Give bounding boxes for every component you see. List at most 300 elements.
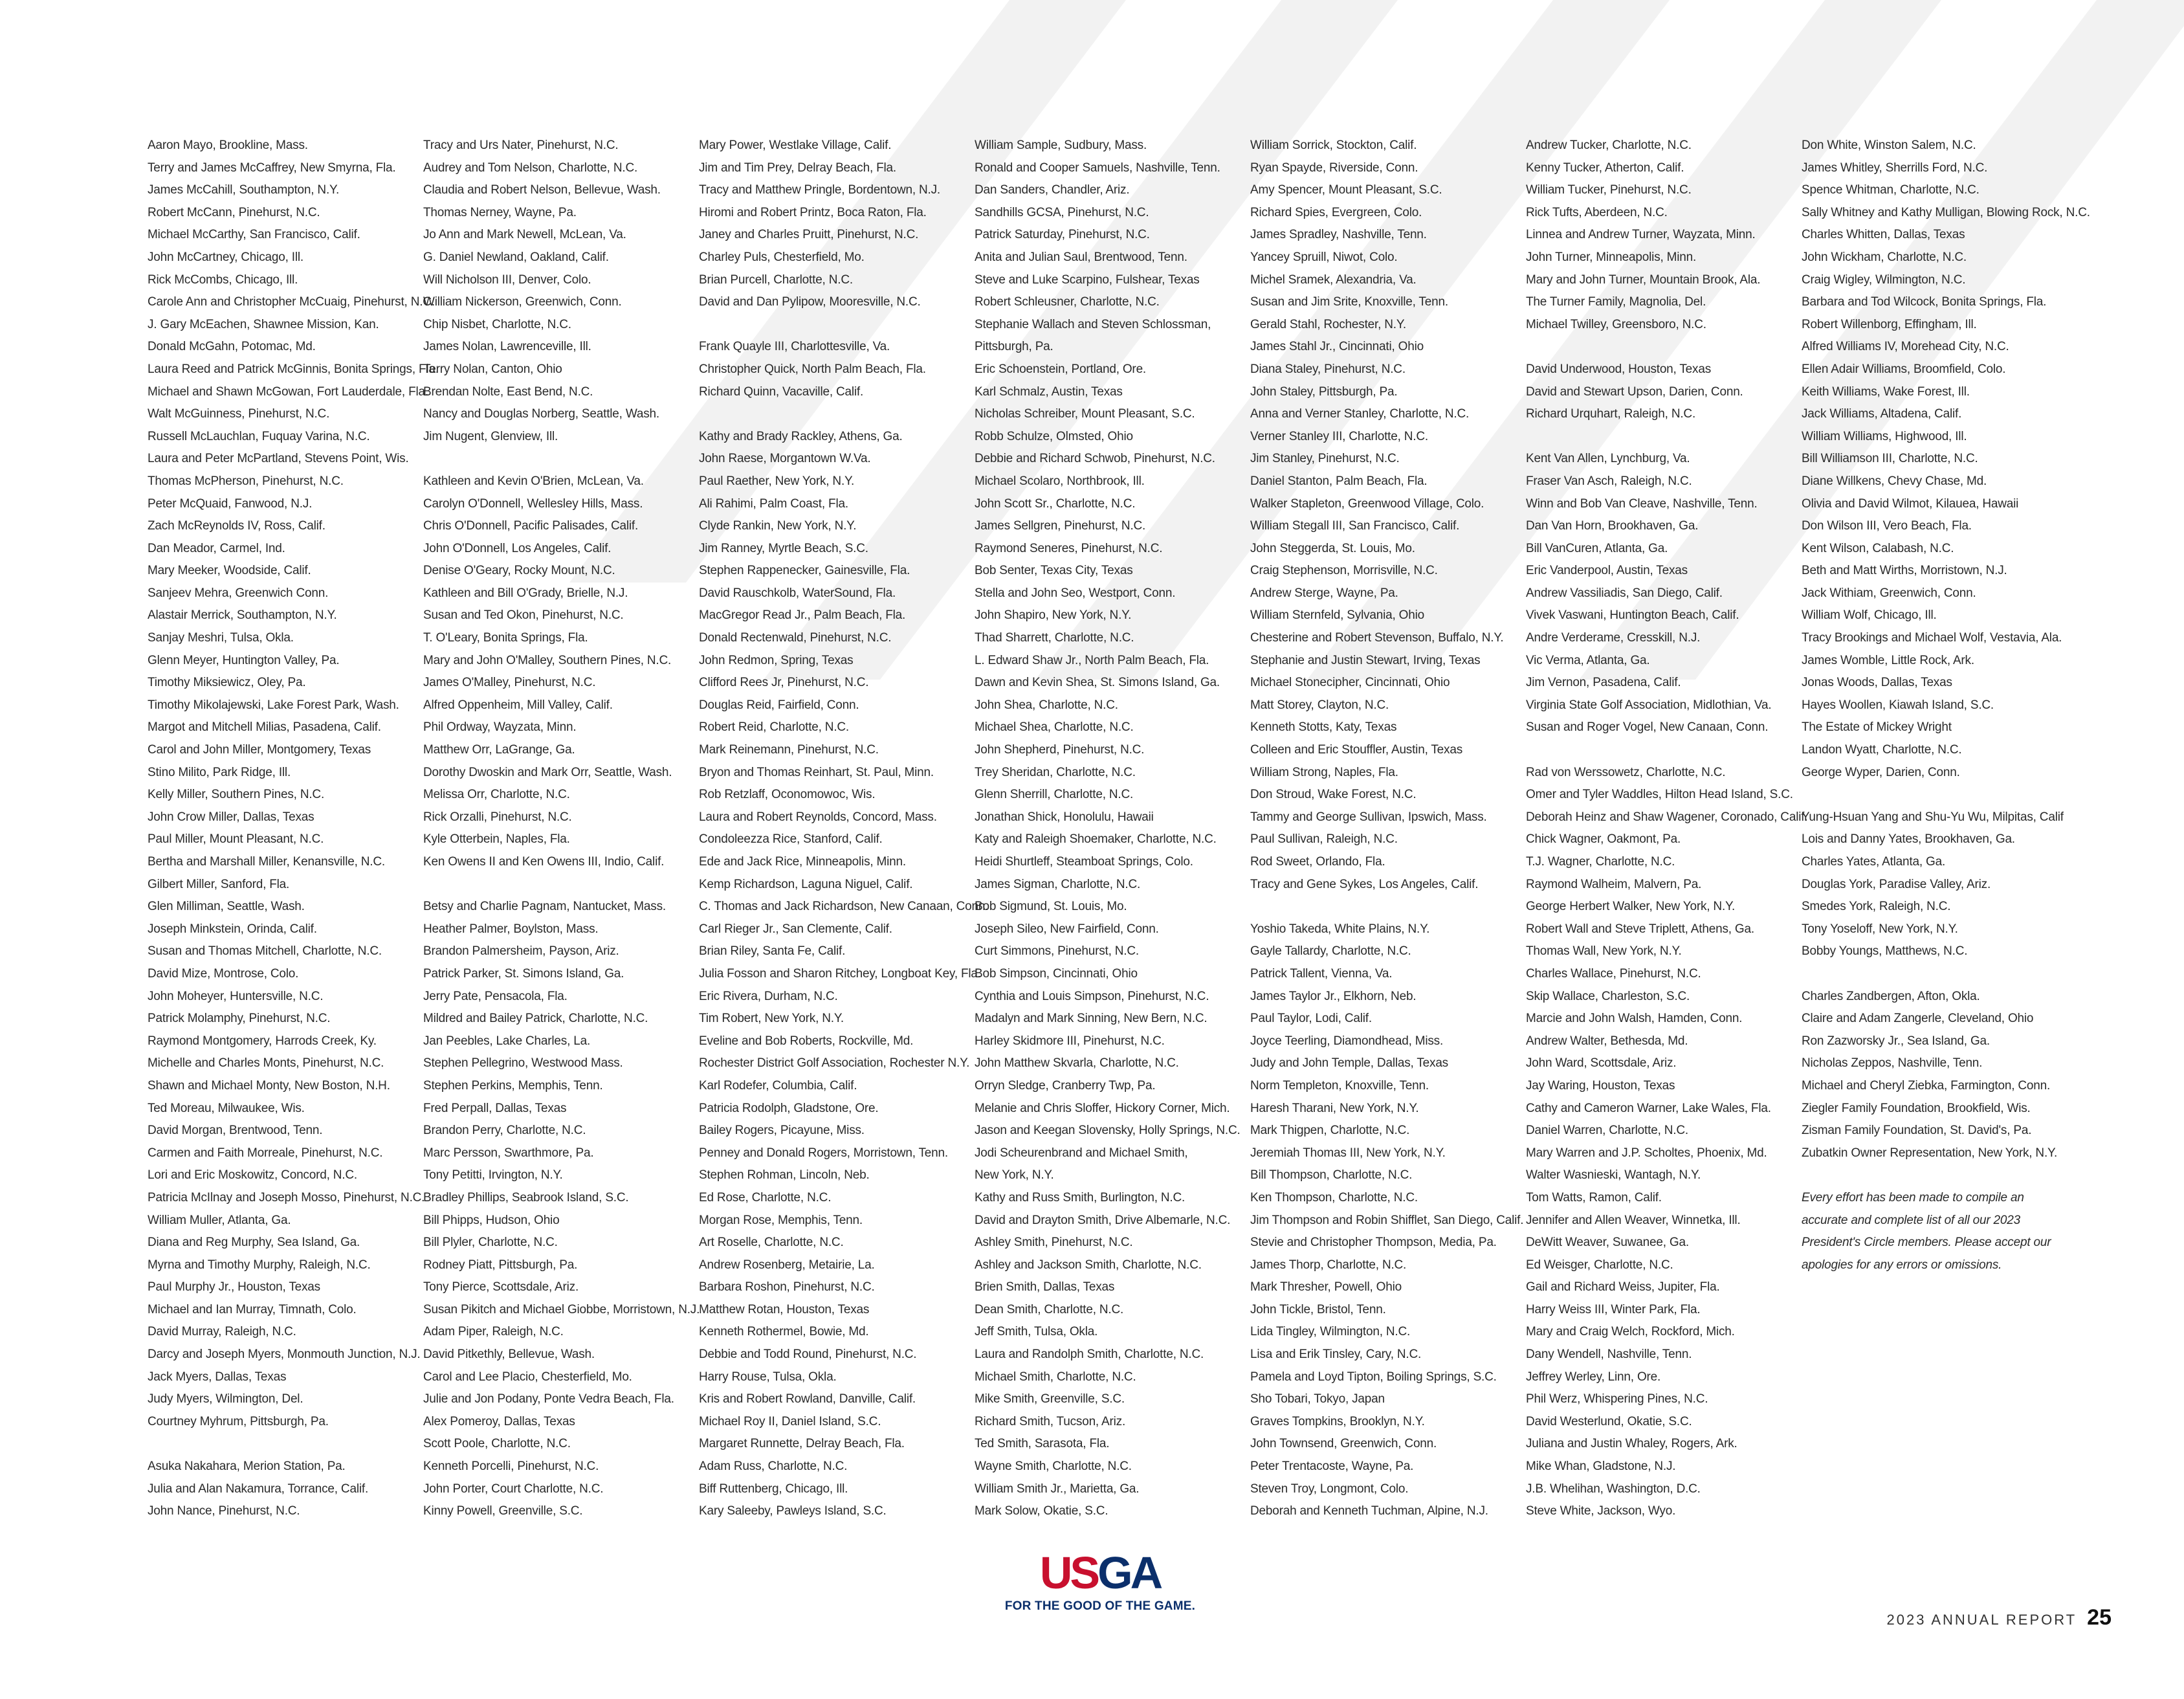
member-entry: Mike Whan, Gladstone, N.J.: [1526, 1460, 1676, 1474]
member-entry: Douglas Reid, Fairfield, Conn.: [699, 698, 859, 712]
member-entry: Michael Smith, Charlotte, N.C.: [975, 1370, 1136, 1384]
member-entry: James Sellgren, Pinehurst, N.C.: [975, 519, 1146, 533]
member-entry: David Morgan, Brentwood, Tenn.: [148, 1124, 323, 1138]
member-entry: Walter Wasnieski, Wantagh, N.Y.: [1526, 1168, 1701, 1183]
section-gap: [1802, 784, 2060, 806]
members-list: [148, 135, 2089, 1526]
member-entry: Beth and Matt Wirths, Morristown, N.J.: [1802, 564, 2007, 578]
member-entry: Ted Moreau, Milwaukee, Wis.: [148, 1101, 305, 1115]
member-entry: Tim Robert, New York, N.Y.: [699, 1012, 844, 1026]
member-entry: Stevie and Christopher Thompson, Media, Pa.: [1250, 1236, 1497, 1250]
member-entry: George Herbert Walker, New York, N.Y.: [1526, 900, 1736, 914]
member-entry: Andrew Sterge, Wayne, Pa.: [1250, 586, 1398, 600]
member-entry: Jack Myers, Dallas, Texas: [148, 1370, 287, 1384]
member-entry: Janey and Charles Pruitt, Pinehurst, N.C.: [699, 228, 919, 242]
member-entry: Timothy Mikolajewski, Lake Forest Park, Wash.: [148, 698, 399, 712]
member-entry: Patrick Tallent, Vienna, Va.: [1250, 966, 1393, 981]
member-entry: Harry Weiss III, Winter Park, Fla.: [1526, 1302, 1701, 1316]
member-entry: Dany Wendell, Nashville, Tenn.: [1526, 1348, 1692, 1362]
member-entry: Myrna and Timothy Murphy, Raleigh, N.C.: [148, 1258, 371, 1272]
member-entry: Zach McReynolds IV, Ross, Calif.: [148, 519, 325, 533]
member-entry: Mark Reinemann, Pinehurst, N.C.: [699, 743, 879, 757]
member-entry: James Spradley, Nashville, Tenn.: [1250, 228, 1427, 242]
member-entry: John Crow Miller, Dallas, Texas: [148, 810, 314, 824]
member-entry: David Pitkethly, Bellevue, Wash.: [423, 1348, 595, 1362]
member-entry: G. Daniel Newland, Oakland, Calif.: [423, 250, 609, 264]
column-7: [1802, 135, 2090, 1276]
member-entry: Craig Stephenson, Morrisville, N.C.: [1250, 564, 1438, 578]
member-entry: Kyle Otterbein, Naples, Fla.: [423, 832, 570, 847]
member-entry: James Womble, Little Rock, Ark.: [1802, 653, 1974, 667]
member-entry: Stephen Perkins, Memphis, Tenn.: [423, 1078, 603, 1093]
member-entry: Olivia and David Wilmot, Kilauea, Hawaii: [1802, 496, 2019, 511]
member-entry: Melissa Orr, Charlotte, N.C.: [423, 788, 570, 802]
member-entry: James O'Malley, Pinehurst, N.C.: [423, 676, 596, 690]
member-entry: Michael Stonecipher, Cincinnati, Ohio: [1250, 676, 1450, 690]
member-entry: James Thorp, Charlotte, N.C.: [1250, 1258, 1407, 1272]
member-entry: Eveline and Bob Roberts, Rockville, Md.: [699, 1034, 914, 1048]
member-entry: Brian Riley, Santa Fe, Calif.: [699, 944, 846, 959]
member-entry: John Porter, Court Charlotte, N.C.: [423, 1482, 604, 1496]
member-entry: Mary Warren and J.P. Scholtes, Phoenix, Md.: [1526, 1146, 1767, 1160]
member-entry: Brandon Perry, Charlotte, N.C.: [423, 1124, 586, 1138]
member-entry: MacGregor Read Jr., Palm Beach, Fla.: [699, 608, 906, 623]
member-entry: Sandhills GCSA, Pinehurst, N.C.: [975, 205, 1149, 219]
member-entry: Linnea and Andrew Turner, Wayzata, Minn.: [1526, 228, 1756, 242]
member-entry: Zubatkin Owner Representation, New York, N.Y.: [1802, 1146, 2058, 1160]
member-entry: Tony Yoseloff, New York, N.Y.: [1802, 922, 1958, 936]
member-entry: Ede and Jack Rice, Minneapolis, Minn.: [699, 855, 906, 869]
member-entry: Dan Van Horn, Brookhaven, Ga.: [1526, 519, 1699, 533]
member-entry: William Tucker, Pinehurst, N.C.: [1526, 183, 1692, 197]
member-entry: Jim Nugent, Glenview, Ill.: [423, 429, 558, 443]
member-entry: Matthew Orr, LaGrange, Ga.: [423, 743, 575, 757]
member-entry: Curt Simmons, Pinehurst, N.C.: [975, 944, 1139, 959]
page-number: 25: [2087, 1605, 2112, 1630]
member-entry: Jeremiah Thomas III, New York, N.Y.: [1250, 1146, 1446, 1160]
member-entry: Kinny Powell, Greenville, S.C.: [423, 1504, 583, 1518]
member-entry: Ellen Adair Williams, Broomfield, Colo.: [1802, 362, 2006, 376]
member-entry: William Sample, Sudbury, Mass.: [975, 139, 1147, 152]
member-entry: Ali Rahimi, Palm Coast, Fla.: [699, 496, 848, 511]
member-entry: Julie and Jon Podany, Ponte Vedra Beach, Fla.: [423, 1392, 674, 1406]
member-entry: Audrey and Tom Nelson, Charlotte, N.C.: [423, 161, 638, 175]
member-entry: T.J. Wagner, Charlotte, N.C.: [1526, 855, 1675, 869]
member-entry: David Westerlund, Okatie, S.C.: [1526, 1414, 1692, 1428]
member-entry: Ron Zazworsky Jr., Sea Island, Ga.: [1802, 1034, 1990, 1048]
member-entry: Jason and Keegan Slovensky, Holly Springs, N.C.: [975, 1124, 1241, 1138]
member-entry: Tracy and Gene Sykes, Los Angeles, Calif.: [1250, 877, 1479, 891]
member-entry: Raymond Walheim, Malvern, Pa.: [1526, 877, 1702, 891]
member-entry: Art Roselle, Charlotte, N.C.: [699, 1236, 844, 1250]
member-entry: Walt McGuinness, Pinehurst, N.C.: [148, 407, 330, 421]
member-entry: David and Dan Pylipow, Mooresville, N.C.: [699, 295, 921, 309]
member-entry: Pittsburgh, Pa.: [975, 340, 1053, 354]
member-entry: Tracy and Matthew Pringle, Bordentown, N.J.: [699, 183, 940, 197]
member-entry: Peter Trentacoste, Wayne, Pa.: [1250, 1460, 1414, 1474]
member-entry: Steve White, Jackson, Wyo.: [1526, 1504, 1676, 1518]
member-entry: Diana Staley, Pinehurst, N.C.: [1250, 362, 1406, 376]
member-entry: Judy and John Temple, Dallas, Texas: [1250, 1056, 1448, 1071]
member-entry: Stephen Rohman, Lincoln, Neb.: [699, 1168, 870, 1183]
member-entry: Mark Thresher, Powell, Ohio: [1250, 1280, 1402, 1294]
member-entry: Anita and Julian Saul, Brentwood, Tenn.: [975, 250, 1187, 264]
member-entry: David Murray, Raleigh, N.C.: [148, 1325, 296, 1339]
member-entry: Harry Rouse, Tulsa, Okla.: [699, 1370, 837, 1384]
member-entry: Michael Roy II, Daniel Island, S.C.: [699, 1414, 881, 1428]
member-entry: Patrick Molamphy, Pinehurst, N.C.: [148, 1012, 331, 1026]
member-entry: Andrew Tucker, Charlotte, N.C.: [1526, 139, 1692, 152]
member-entry: William Sternfeld, Sylvania, Ohio: [1250, 608, 1425, 623]
member-entry: Kris and Robert Rowland, Danville, Calif.: [699, 1392, 916, 1406]
member-entry: Condoleezza Rice, Stanford, Calif.: [699, 832, 883, 847]
member-entry: Andrew Rosenberg, Metairie, La.: [699, 1258, 875, 1272]
member-entry: Fred Perpall, Dallas, Texas: [423, 1101, 567, 1115]
member-entry: Michel Sramek, Alexandria, Va.: [1250, 272, 1417, 287]
member-entry: Haresh Tharani, New York, N.Y.: [1250, 1101, 1419, 1115]
member-entry: Deborah Heinz and Shaw Wagener, Coronado, Calif.: [1526, 810, 1808, 824]
member-entry: Jeff Smith, Tulsa, Okla.: [975, 1325, 1098, 1339]
member-entry: Carole Ann and Christopher McCuaig, Pinehurst, N.C.: [148, 295, 435, 309]
member-entry: Smedes York, Raleigh, N.C.: [1802, 900, 1951, 914]
member-entry: Kent Wilson, Calabash, N.C.: [1802, 541, 1954, 555]
member-entry: John Shapiro, New York, N.Y.: [975, 608, 1132, 623]
member-entry: Mike Smith, Greenville, S.C.: [975, 1392, 1125, 1406]
column-1: [148, 135, 439, 1523]
member-entry: Terry Nolan, Canton, Ohio: [423, 362, 562, 376]
member-entry: Norm Templeton, Knoxville, Tenn.: [1250, 1078, 1429, 1093]
member-entry: Paul Murphy Jr., Houston, Texas: [148, 1280, 320, 1294]
member-entry: Rochester District Golf Association, Rochester N.Y.: [699, 1056, 970, 1071]
member-entry: Daniel Stanton, Palm Beach, Fla.: [1250, 474, 1428, 488]
member-entry: Paul Taylor, Lodi, Calif.: [1250, 1012, 1372, 1026]
member-entry: Rad von Werssowetz, Charlotte, N.C.: [1526, 765, 1726, 779]
member-entry: Omer and Tyler Waddles, Hilton Head Island, S.C.: [1526, 788, 1793, 802]
member-entry: James Stahl Jr., Cincinnati, Ohio: [1250, 340, 1424, 354]
member-entry: Jo Ann and Mark Newell, McLean, Va.: [423, 228, 626, 242]
member-entry: Landon Wyatt, Charlotte, N.C.: [1802, 743, 1962, 757]
member-entry: Dawn and Kevin Shea, St. Simons Island, Ga.: [975, 676, 1220, 690]
member-entry: John Turner, Minneapolis, Minn.: [1526, 250, 1697, 264]
member-entry: Julia and Alan Nakamura, Torrance, Calif.: [148, 1482, 369, 1496]
section-gap: [699, 403, 958, 426]
member-entry: Spence Whitman, Charlotte, N.C.: [1802, 183, 1980, 197]
member-entry: John Matthew Skvarla, Charlotte, N.C.: [975, 1056, 1179, 1071]
member-entry: Ken Owens II and Ken Owens III, Indio, Calif.: [423, 855, 665, 869]
member-entry: Hayes Woollen, Kiawah Island, S.C.: [1802, 698, 1994, 712]
member-entry: Chick Wagner, Oakmont, Pa.: [1526, 832, 1681, 847]
member-entry: The Turner Family, Magnolia, Del.: [1526, 295, 1706, 309]
member-entry: Stephanie and Justin Stewart, Irving, Texas: [1250, 653, 1481, 667]
member-entry: Sanjay Meshri, Tulsa, Okla.: [148, 631, 294, 645]
member-entry: New York, N.Y.: [975, 1168, 1054, 1183]
member-entry: Raymond Seneres, Pinehurst, N.C.: [975, 541, 1163, 555]
member-entry: Tony Petitti, Irvington, N.Y.: [423, 1168, 563, 1183]
member-entry: Mary and John Turner, Mountain Brook, Ala.: [1526, 272, 1761, 287]
member-entry: Amy Spencer, Mount Pleasant, S.C.: [1250, 183, 1442, 197]
member-entry: Christopher Quick, North Palm Beach, Fla.: [699, 362, 926, 376]
member-entry: Steven Troy, Longmont, Colo.: [1250, 1482, 1409, 1496]
member-entry: Alfred Oppenheim, Mill Valley, Calif.: [423, 698, 613, 712]
member-entry: Jim Vernon, Pasadena, Calif.: [1526, 676, 1681, 690]
member-entry: Andrew Vassiliadis, San Diego, Calif.: [1526, 586, 1723, 600]
member-entry: Chris O'Donnell, Pacific Palisades, Calif.: [423, 519, 639, 533]
disclaimer-line: accurate and complete list of all our 2023: [1802, 1213, 2021, 1227]
member-entry: Glenn Meyer, Huntington Valley, Pa.: [148, 653, 340, 667]
member-entry: L. Edward Shaw Jr., North Palm Beach, Fla.: [975, 653, 1209, 667]
member-entry: Bob Simpson, Cincinnati, Ohio: [975, 966, 1138, 981]
member-entry: Patricia Rodolph, Gladstone, Ore.: [699, 1101, 879, 1115]
member-entry: Judy Myers, Wilmington, Del.: [148, 1392, 303, 1406]
member-entry: Walker Stapleton, Greenwood Village, Colo.: [1250, 496, 1484, 511]
member-entry: J. Gary McEachen, Shawnee Mission, Kan.: [148, 317, 379, 331]
member-entry: Mark Solow, Okatie, S.C.: [975, 1504, 1109, 1518]
page-footer: [1887, 1605, 2112, 1630]
member-entry: Skip Wallace, Charleston, S.C.: [1526, 989, 1690, 1003]
member-entry: David Mize, Montrose, Colo.: [148, 966, 299, 981]
section-gap: [1526, 739, 1785, 762]
member-entry: Lida Tingley, Wilmington, N.C.: [1250, 1325, 1411, 1339]
usga-wordmark: [993, 1548, 1207, 1598]
member-entry: Susan and Thomas Mitchell, Charlotte, N.C.: [148, 944, 382, 959]
member-entry: Biff Ruttenberg, Chicago, Ill.: [699, 1482, 848, 1496]
member-entry: Fraser Van Asch, Raleigh, N.C.: [1526, 474, 1692, 488]
member-entry: Stephen Pellegrino, Westwood Mass.: [423, 1056, 623, 1071]
member-entry: Jerry Pate, Pensacola, Fla.: [423, 989, 568, 1003]
member-entry: Bill Thompson, Charlotte, N.C.: [1250, 1168, 1413, 1183]
member-entry: Stino Milito, Park Ridge, Ill.: [148, 765, 291, 779]
member-entry: Bailey Rogers, Picayune, Miss.: [699, 1124, 865, 1138]
member-entry: Bill Williamson III, Charlotte, N.C.: [1802, 452, 1978, 466]
member-entry: Jeffrey Werley, Linn, Ore.: [1526, 1370, 1661, 1384]
member-entry: John Moheyer, Huntersville, N.C.: [148, 989, 324, 1003]
report-title: 2023 ANNUAL REPORT: [1886, 1612, 2077, 1628]
member-entry: John Nance, Pinehurst, N.C.: [148, 1504, 300, 1518]
member-entry: Don Wilson III, Vero Beach, Fla.: [1802, 519, 1972, 533]
member-entry: William Williams, Highwood, Ill.: [1802, 429, 1967, 443]
member-entry: Sho Tobari, Tokyo, Japan: [1250, 1392, 1385, 1406]
member-entry: Eric Vanderpool, Austin, Texas: [1526, 564, 1688, 578]
member-entry: William Smith Jr., Marietta, Ga.: [975, 1482, 1140, 1496]
member-entry: Jonathan Shick, Honolulu, Hawaii: [975, 810, 1154, 824]
member-entry: Mary and John O'Malley, Southern Pines, N.C.: [423, 653, 672, 667]
member-entry: Wayne Smith, Charlotte, N.C.: [975, 1460, 1132, 1474]
member-entry: Gilbert Miller, Sanford, Fla.: [148, 877, 290, 891]
member-entry: Ted Smith, Sarasota, Fla.: [975, 1437, 1110, 1451]
member-entry: The Estate of Mickey Wright: [1802, 720, 1952, 735]
member-entry: Lori and Eric Moskowitz, Concord, N.C.: [148, 1168, 357, 1183]
member-entry: Yoshio Takeda, White Plains, N.Y.: [1250, 922, 1430, 936]
member-entry: Joseph Minkstein, Orinda, Calif.: [148, 922, 317, 936]
member-entry: Susan and Jim Srite, Knoxville, Tenn.: [1250, 295, 1448, 309]
member-entry: Mary Power, Westlake Village, Calif.: [699, 139, 892, 152]
member-entry: Richard Smith, Tucson, Ariz.: [975, 1414, 1126, 1428]
member-entry: John Scott Sr., Charlotte, N.C.: [975, 496, 1136, 511]
member-entry: Vic Verma, Atlanta, Ga.: [1526, 653, 1650, 667]
member-entry: John Ward, Scottsdale, Ariz.: [1526, 1056, 1677, 1071]
member-entry: Margot and Mitchell Milias, Pasadena, Calif.: [148, 720, 381, 735]
member-entry: Alastair Merrick, Southampton, N.Y.: [148, 608, 337, 623]
member-entry: Rick Tufts, Aberdeen, N.C.: [1526, 205, 1668, 219]
member-entry: John Redmon, Spring, Texas: [699, 653, 854, 667]
member-entry: Kathy and Brady Rackley, Athens, Ga.: [699, 429, 903, 443]
member-entry: Dan Meador, Carmel, Ind.: [148, 541, 285, 555]
member-entry: Robert McCann, Pinehurst, N.C.: [148, 205, 320, 219]
member-entry: Shawn and Michael Monty, New Boston, N.H.: [148, 1078, 390, 1093]
member-entry: John O'Donnell, Los Angeles, Calif.: [423, 541, 612, 555]
usga-tagline: FOR THE GOOD OF THE GAME.: [1004, 1599, 1196, 1613]
member-entry: William Muller, Atlanta, Ga.: [148, 1213, 291, 1227]
member-entry: Nicholas Schreiber, Mount Pleasant, S.C.: [975, 407, 1195, 421]
member-entry: Debbie and Todd Round, Pinehurst, N.C.: [699, 1348, 917, 1362]
member-entry: Matthew Rotan, Houston, Texas: [699, 1302, 870, 1316]
member-entry: Vivek Vaswani, Huntington Beach, Calif.: [1526, 608, 1739, 623]
member-entry: James Whitley, Sherrills Ford, N.C.: [1802, 161, 1988, 175]
member-entry: Laura and Robert Reynolds, Concord, Mass.: [699, 810, 937, 824]
member-entry: Matt Storey, Clayton, N.C.: [1250, 698, 1389, 712]
member-entry: Gayle Tallardy, Charlotte, N.C.: [1250, 944, 1411, 959]
member-entry: Jay Waring, Houston, Texas: [1526, 1078, 1675, 1093]
member-entry: Aaron Mayo, Brookline, Mass.: [148, 139, 308, 152]
member-entry: John Tickle, Bristol, Tenn.: [1250, 1302, 1386, 1316]
column-2: [423, 135, 700, 1523]
member-entry: Stella and John Seo, Westport, Conn.: [975, 586, 1176, 600]
member-entry: Peter McQuaid, Fanwood, N.J.: [148, 496, 313, 511]
member-entry: Kary Saleeby, Pawleys Island, S.C.: [699, 1504, 887, 1518]
member-entry: Virginia State Golf Association, Midlothian, Va.: [1526, 698, 1772, 712]
member-entry: Ed Weisger, Charlotte, N.C.: [1526, 1258, 1673, 1272]
member-entry: Tracy Brookings and Michael Wolf, Vestavia, Ala.: [1802, 631, 2062, 645]
member-entry: Russell McLauchlan, Fuquay Varina, N.C.: [148, 429, 370, 443]
member-entry: Frank Quayle III, Charlottesville, Va.: [699, 340, 890, 354]
member-entry: Don Stroud, Wake Forest, N.C.: [1250, 788, 1417, 802]
section-gap: [1250, 896, 1509, 918]
member-entry: C. Thomas and Jack Richardson, New Canaan, Conn.: [699, 900, 989, 914]
member-entry: Courtney Myhrum, Pittsburgh, Pa.: [148, 1414, 329, 1428]
member-entry: Richard Urquhart, Raleigh, N.C.: [1526, 407, 1696, 421]
member-entry: Jan Peebles, Lake Charles, La.: [423, 1034, 591, 1048]
member-entry: Robb Schulze, Olmsted, Ohio: [975, 429, 1133, 443]
member-entry: Jim Stanley, Pinehurst, N.C.: [1250, 452, 1400, 466]
member-entry: Carl Rieger Jr., San Clemente, Calif.: [699, 922, 892, 936]
member-entry: Michael and Ian Murray, Timnath, Colo.: [148, 1302, 357, 1316]
member-entry: Kelly Miller, Southern Pines, N.C.: [148, 788, 325, 802]
column-4: [975, 135, 1241, 1523]
member-entry: Donald McGahn, Potomac, Md.: [148, 340, 316, 354]
member-entry: Brien Smith, Dallas, Texas: [975, 1280, 1115, 1294]
member-entry: Joseph Sileo, New Fairfield, Conn.: [975, 922, 1159, 936]
member-entry: Raymond Montgomery, Harrods Creek, Ky.: [148, 1034, 377, 1048]
member-entry: Carol and John Miller, Montgomery, Texas: [148, 743, 371, 757]
member-entry: Marc Persson, Swarthmore, Pa.: [423, 1146, 594, 1160]
member-entry: Robert Schleusner, Charlotte, N.C.: [975, 295, 1160, 309]
member-entry: Lisa and Erik Tinsley, Cary, N.C.: [1250, 1348, 1422, 1362]
disclaimer-line: apologies for any errors or omissions.: [1802, 1258, 2002, 1272]
member-entry: Claudia and Robert Nelson, Bellevue, Wash.: [423, 183, 661, 197]
member-entry: Darcy and Joseph Myers, Monmouth Junction, N.J.: [148, 1348, 421, 1362]
member-entry: Charles Wallace, Pinehurst, N.C.: [1526, 966, 1701, 981]
member-entry: John Steggerda, St. Louis, Mo.: [1250, 541, 1415, 555]
member-entry: Mary Meeker, Woodside, Calif.: [148, 564, 311, 578]
member-entry: William Stegall III, San Francisco, Calif.: [1250, 519, 1460, 533]
disclaimer-line: President's Circle members. Please accept our: [1802, 1236, 2051, 1250]
member-entry: Jodi Scheurenbrand and Michael Smith,: [975, 1146, 1188, 1160]
member-entry: Ashley and Jackson Smith, Charlotte, N.C.: [975, 1258, 1202, 1272]
member-entry: Adam Piper, Raleigh, N.C.: [423, 1325, 564, 1339]
member-entry: Kenneth Porcelli, Pinehurst, N.C.: [423, 1460, 599, 1474]
member-entry: Richard Spies, Evergreen, Colo.: [1250, 205, 1422, 219]
member-entry: Phil Werz, Whispering Pines, N.C.: [1526, 1392, 1708, 1406]
member-entry: Ronald and Cooper Samuels, Nashville, Tenn.: [975, 161, 1220, 175]
member-entry: Keith Williams, Wake Forest, Ill.: [1802, 384, 1970, 399]
member-entry: James Taylor Jr., Elkhorn, Neb.: [1250, 989, 1417, 1003]
member-entry: Cynthia and Louis Simpson, Pinehurst, N.C.: [975, 989, 1209, 1003]
section-gap: [1802, 963, 2060, 986]
section-gap: [148, 1433, 406, 1456]
member-entry: Yancey Spruill, Niwot, Colo.: [1250, 250, 1398, 264]
member-entry: Andre Verderame, Cresskill, N.J.: [1526, 631, 1701, 645]
member-entry: Asuka Nakahara, Merion Station, Pa.: [148, 1460, 346, 1474]
member-entry: Laura and Randolph Smith, Charlotte, N.C.: [975, 1348, 1204, 1362]
section-gap: [423, 874, 682, 896]
member-entry: Marcie and John Walsh, Hamden, Conn.: [1526, 1012, 1743, 1026]
member-entry: John McCartney, Chicago, Ill.: [148, 250, 303, 264]
member-entry: John Staley, Pittsburgh, Pa.: [1250, 384, 1398, 399]
member-entry: Sally Whitney and Kathy Mulligan, Blowing Rock, N.C.: [1802, 205, 2090, 219]
member-entry: Charles Zandbergen, Afton, Okla.: [1802, 989, 1980, 1003]
member-entry: Bob Sigmund, St. Louis, Mo.: [975, 900, 1127, 914]
member-entry: Bryon and Thomas Reinhart, St. Paul, Minn.: [699, 765, 934, 779]
member-entry: David Underwood, Houston, Texas: [1526, 362, 1711, 376]
member-entry: Susan and Roger Vogel, New Canaan, Conn.: [1526, 720, 1769, 735]
member-entry: Karl Schmalz, Austin, Texas: [975, 384, 1123, 399]
member-entry: Thad Sharrett, Charlotte, N.C.: [975, 631, 1134, 645]
member-entry: Jim Thompson and Robin Shifflet, San Diego, Calif.: [1250, 1213, 1524, 1227]
member-entry: Kent Van Allen, Lynchburg, Va.: [1526, 452, 1690, 466]
member-entry: Robert Willenborg, Effingham, Ill.: [1802, 317, 1977, 331]
member-entry: Diane Willkens, Chevy Chase, Md.: [1802, 474, 1987, 488]
member-entry: Nicholas Zeppos, Nashville, Tenn.: [1802, 1056, 1983, 1071]
member-entry: Anna and Verner Stanley, Charlotte, N.C.: [1250, 407, 1470, 421]
member-entry: Terry and James McCaffrey, New Smyrna, Fla.: [148, 161, 396, 175]
disclaimer-line: Every effort has been made to compile an: [1802, 1190, 2024, 1205]
member-entry: Dan Sanders, Chandler, Ariz.: [975, 183, 1130, 197]
member-entry: Cathy and Cameron Warner, Lake Wales, Fla.: [1526, 1101, 1771, 1115]
member-entry: William Strong, Naples, Fla.: [1250, 765, 1398, 779]
member-entry: Ryan Spayde, Riverside, Conn.: [1250, 161, 1418, 175]
member-entry: Charles Whitten, Dallas, Texas: [1802, 228, 1965, 242]
member-entry: Carolyn O'Donnell, Wellesley Hills, Mass.: [423, 496, 643, 511]
member-entry: Laura Reed and Patrick McGinnis, Bonita Springs, Fla.: [148, 362, 439, 376]
member-entry: Michael Twilley, Greensboro, N.C.: [1526, 317, 1706, 331]
member-entry: Diana and Reg Murphy, Sea Island, Ga.: [148, 1236, 360, 1250]
member-entry: Morgan Rose, Memphis, Tenn.: [699, 1213, 863, 1227]
member-entry: Jonas Woods, Dallas, Texas: [1802, 676, 1952, 690]
member-entry: Scott Poole, Charlotte, N.C.: [423, 1437, 571, 1451]
member-entry: Trey Sheridan, Charlotte, N.C.: [975, 765, 1136, 779]
member-entry: Julia Fosson and Sharon Ritchey, Longboat Key, Fla.: [699, 966, 981, 981]
member-entry: Craig Wigley, Wilmington, N.C.: [1802, 272, 1966, 287]
member-entry: Melanie and Chris Sloffer, Hickory Corner, Mich.: [975, 1101, 1230, 1115]
member-entry: Eric Rivera, Durham, N.C.: [699, 989, 838, 1003]
member-entry: Harley Skidmore III, Pinehurst, N.C.: [975, 1034, 1165, 1048]
member-entry: Chip Nisbet, Charlotte, N.C.: [423, 317, 571, 331]
column-3: [699, 135, 989, 1523]
member-entry: Jennifer and Allen Weaver, Winnetka, Ill.: [1526, 1213, 1741, 1227]
member-entry: James Nolan, Lawrenceville, Ill.: [423, 340, 591, 354]
member-entry: Heidi Shurtleff, Steamboat Springs, Colo.: [975, 855, 1193, 869]
member-entry: Patrick Saturday, Pinehurst, N.C.: [975, 228, 1150, 242]
